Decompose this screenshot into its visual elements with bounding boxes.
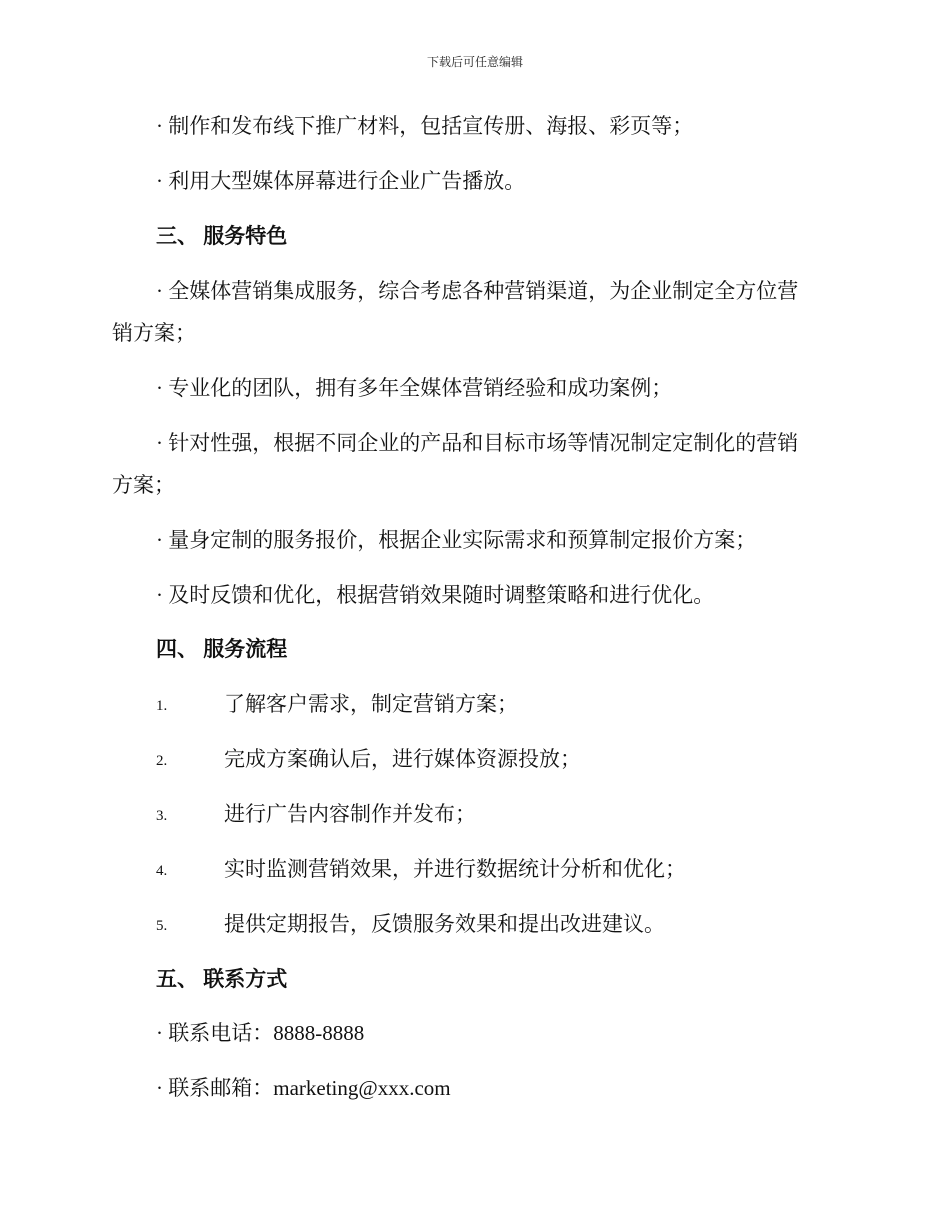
step-number: 5. <box>156 918 168 934</box>
feature-item-line1: · 及时反馈和优化，根据营销效果随时调整策略和进行优化。 <box>156 583 715 607</box>
contact-email: · 联系邮箱：marketing@xxx.com <box>156 1076 451 1100</box>
process-step <box>156 856 836 883</box>
bullet-offline-materials: · 制作和发布线下推广材料，包括宣传册、海报、彩页等； <box>156 114 694 138</box>
page-header: 下载后可任意编辑 <box>426 55 523 69</box>
step-number: 4. <box>156 863 168 879</box>
contact-phone: · 联系电话：8888-8888 <box>156 1021 365 1045</box>
feature-item-line1: · 全媒体营销集成服务，综合考虑各种营销渠道，为企业制定全方位营 <box>156 279 799 303</box>
process-step <box>156 746 836 773</box>
process-step <box>156 801 836 828</box>
feature-item-line1: · 针对性强，根据不同企业的产品和目标市场等情况制定定制化的营销 <box>156 431 799 455</box>
section-title-contact: 五、 联系方式 <box>156 967 288 991</box>
section-title-service-features: 三、 服务特色 <box>156 224 288 248</box>
feature-item-line1: · 量身定制的服务报价，根据企业实际需求和预算制定报价方案； <box>156 528 757 552</box>
process-step <box>156 911 836 938</box>
step-text: 了解客户需求，制定营销方案； <box>224 692 518 716</box>
section-title-service-process: 四、 服务流程 <box>156 637 288 661</box>
feature-item-line2: 方案； <box>112 473 175 497</box>
step-number: 3. <box>156 808 168 824</box>
step-text: 提供定期报告，反馈服务效果和提出改进建议。 <box>224 912 665 936</box>
step-number: 2. <box>156 753 168 769</box>
step-number: 1. <box>156 698 168 714</box>
step-text: 进行广告内容制作并发布； <box>224 802 476 826</box>
bullet-screen-ads: · 利用大型媒体屏幕进行企业广告播放。 <box>156 169 526 193</box>
process-step <box>156 691 836 718</box>
feature-item-line1: · 专业化的团队，拥有多年全媒体营销经验和成功案例； <box>156 376 673 400</box>
feature-item-line2: 销方案； <box>112 321 196 345</box>
step-text: 完成方案确认后，进行媒体资源投放； <box>224 747 581 771</box>
step-text: 实时监测营销效果，并进行数据统计分析和优化； <box>224 857 686 881</box>
